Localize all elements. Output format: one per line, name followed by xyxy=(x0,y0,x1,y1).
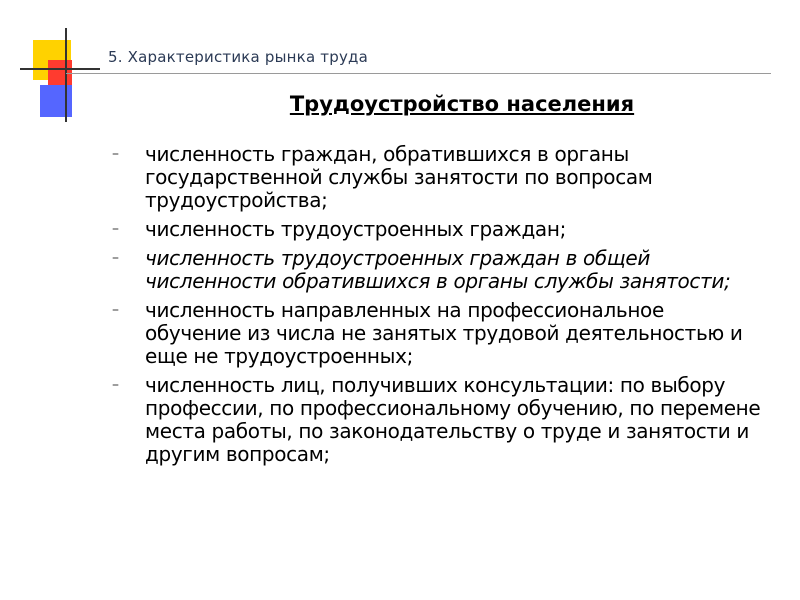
bullet-item xyxy=(112,218,762,241)
bullet-dash: – xyxy=(112,302,119,318)
bullet-dash: – xyxy=(112,250,119,266)
section-title: 5. Характеристика рынка труда xyxy=(108,48,369,66)
bullet-dash: – xyxy=(112,377,119,393)
header-divider xyxy=(66,73,771,74)
bullet-text: численность направленных на профессиональное обучение из числа не занятых трудовой деятельностью и еще не трудоустроенных; xyxy=(145,298,743,368)
bullet-item xyxy=(112,143,762,212)
decorative-horizontal-line xyxy=(20,68,100,70)
decorative-blue-square xyxy=(40,85,72,117)
bullet-item xyxy=(112,247,762,293)
slide-title: Трудоустройство населения xyxy=(289,92,635,116)
bullet-dash: – xyxy=(112,146,119,162)
bullet-text: численность граждан, обратившихся в органы государственной службы занятости по вопросам трудоустройства; xyxy=(145,142,653,212)
bullet-text: численность трудоустроенных граждан в общей численности обратившихся в органы службы занятости; xyxy=(145,246,731,293)
bullet-text: численность лиц, получивших консультации: по выбору профессии, по профессиональному обучению, по перемене места работы, по законодательству о труде и занятости и другим вопросам; xyxy=(145,373,761,466)
decorative-vertical-line xyxy=(65,28,67,122)
bullet-list xyxy=(112,143,762,472)
bullet-text: численность трудоустроенных граждан; xyxy=(145,217,566,241)
bullet-item xyxy=(112,374,762,466)
bullet-item xyxy=(112,299,762,368)
bullet-dash: – xyxy=(112,221,119,237)
